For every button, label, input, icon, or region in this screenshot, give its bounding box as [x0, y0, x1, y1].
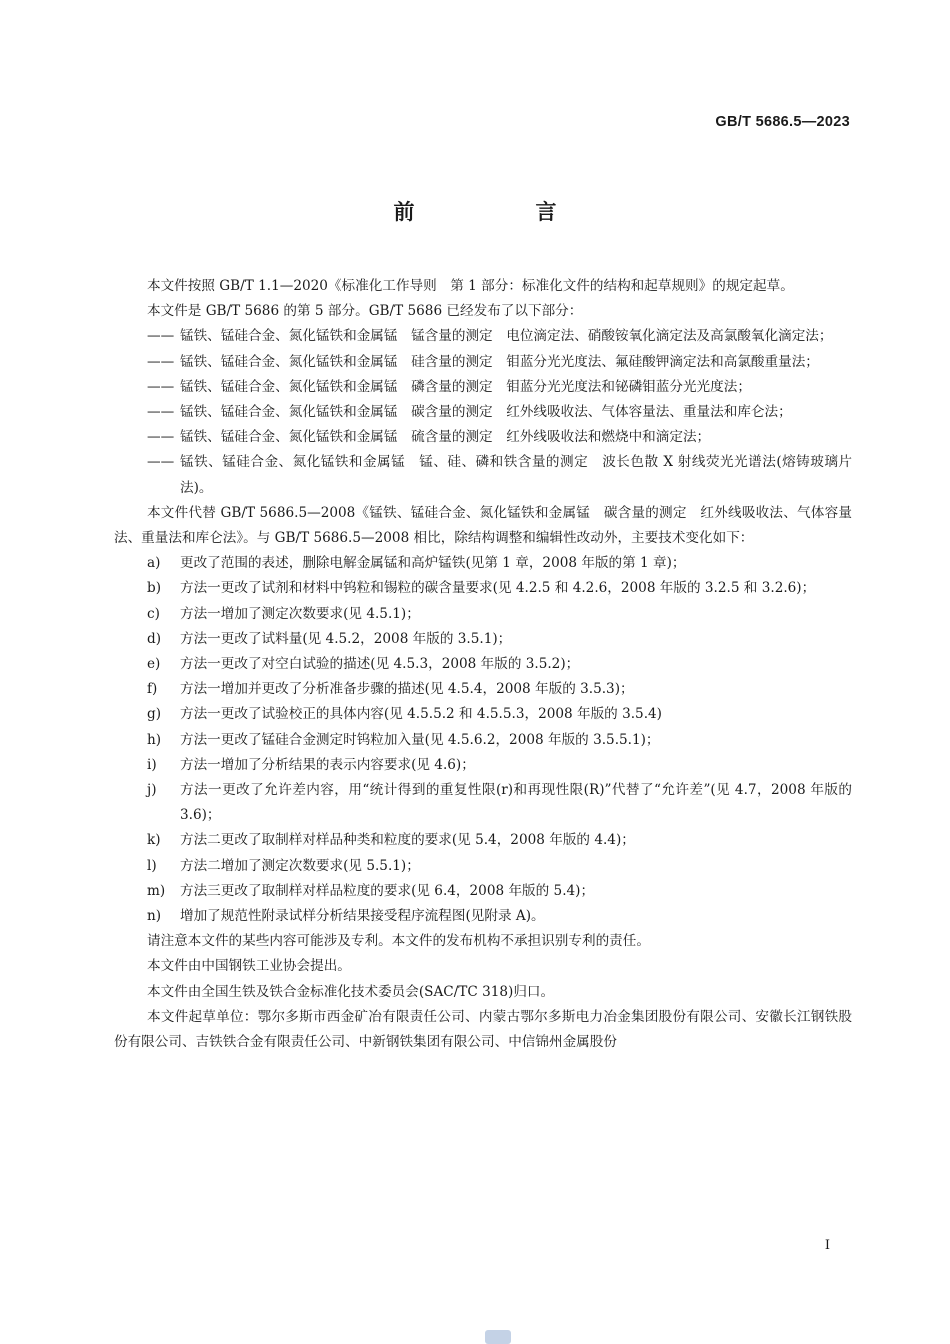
- item-text: 方法一更改了对空白试验的描述(见 4.5.3，2008 年版的 3.5.2)；: [180, 656, 580, 673]
- standard-code: GB/T 5686.5—2023: [715, 114, 850, 130]
- list-item: [114, 551, 852, 576]
- item-text: 方法一更改了试剂和材料中钨粒和锡粒的碳含量要求(见 4.2.5 和 4.2.6，2008 年版的 3.2.5 和 3.2.6)；: [180, 580, 816, 597]
- list-item: [114, 375, 852, 400]
- paragraph-parts-intro: 本文件是 GB/T 5686 的第 5 部分。GB/T 5686 已经发布了以下部分：: [147, 303, 583, 320]
- item-text: 方法一增加了测定次数要求(见 4.5.1)；: [180, 605, 420, 622]
- parts-list: [114, 324, 852, 500]
- item-label: k): [147, 832, 161, 849]
- list-item: [114, 879, 852, 904]
- item-label: i): [147, 756, 157, 773]
- item-text: 方法一增加并更改了分析准备步骤的描述(见 4.5.4，2008 年版的 3.5.3)；: [180, 681, 634, 698]
- list-item: [114, 702, 852, 727]
- item-text: 增加了规范性附录试样分析结果接受程序流程图(见附录 A)。: [180, 908, 545, 925]
- paragraph-drafting-rules: 本文件按照 GB/T 1.1—2020《标准化工作导则 第 1 部分：标准化文件的结构和起草规则》的规定起草。: [147, 278, 794, 294]
- part-text: 锰铁、锰硅合金、氮化锰铁和金属锰 磷含量的测定 钼蓝分光光度法和铋磷钼蓝分光光度法；: [180, 378, 751, 395]
- item-label: l): [147, 857, 157, 874]
- item-text: 方法一增加了分析结果的表示内容要求(见 4.6)；: [180, 756, 475, 773]
- item-text: 更改了范围的表述，删除电解金属锰和高炉锰铁(见第 1 章，2008 年版的第 1 章)；: [180, 555, 686, 572]
- item-text: 方法一更改了试料量(见 4.5.2，2008 年版的 3.5.1)；: [180, 630, 512, 647]
- dash-mark: ——: [147, 353, 175, 370]
- paragraph-patent-notice: 请注意本文件的某些内容可能涉及专利。本文件的发布机构不承担识别专利的责任。: [147, 933, 650, 950]
- paragraph-replaces: 本文件代替 GB/T 5686.5—2008《锰铁、锰硅合金、氮化锰铁和金属锰 碳含量的测定 红外线吸收法、气体容量法、重量法和库仑法》。与 GB/T 5686.5—2008 相比，除结构调整和编辑性改动外，主要技术变化如下：: [114, 504, 852, 547]
- part-text: 锰铁、锰硅合金、氮化锰铁和金属锰 锰含量的测定 电位滴定法、硝酸铵氧化滴定法及高氯酸氧化滴定法；: [180, 328, 833, 345]
- paragraph-drafting-units: 本文件起草单位：鄂尔多斯市西金矿冶有限责任公司、内蒙古鄂尔多斯电力冶金集团股份有限公司、安徽长江钢铁股份有限公司、吉铁铁合金有限责任公司、中新钢铁集团有限公司、中信锦州金属股份: [114, 1008, 852, 1051]
- paragraph-committee: 本文件由全国生铁及铁合金标准化技术委员会(SAC/TC 318)归口。: [147, 983, 555, 1000]
- item-text: 方法三更改了取制样对样品粒度的要求(见 6.4，2008 年版的 5.4)；: [180, 882, 595, 899]
- list-item: [114, 778, 852, 828]
- list-item: [114, 576, 852, 601]
- part-text: 锰铁、锰硅合金、氮化锰铁和金属锰 硫含量的测定 红外线吸收法和燃烧中和滴定法；: [180, 429, 711, 446]
- item-label: d): [147, 630, 162, 647]
- item-label: g): [147, 706, 162, 723]
- list-item: [114, 677, 852, 702]
- document-body: [114, 274, 852, 1055]
- item-label: b): [147, 580, 162, 597]
- changes-list: [114, 551, 852, 929]
- list-item: [114, 828, 852, 853]
- list-item: [114, 753, 852, 778]
- item-label: a): [147, 555, 161, 572]
- part-text: 锰铁、锰硅合金、氮化锰铁和金属锰 碳含量的测定 红外线吸收法、气体容量法、重量法和库仑法；: [180, 404, 792, 421]
- item-label: c): [147, 605, 160, 622]
- item-label: j): [147, 782, 157, 799]
- item-text: 方法一更改了试验校正的具体内容(见 4.5.5.2 和 4.5.5.3，2008 年版的 3.5.4): [180, 706, 662, 723]
- dash-mark: ——: [147, 404, 175, 421]
- item-label: n): [147, 908, 162, 925]
- list-item: [114, 627, 852, 652]
- item-label: h): [147, 731, 162, 748]
- list-item: [114, 350, 852, 375]
- list-item: [114, 904, 852, 929]
- item-text: 方法一更改了锰硅合金测定时钨粒加入量(见 4.5.6.2，2008 年版的 3.5.5.1)；: [180, 731, 660, 748]
- page-title: 前 言: [393, 200, 607, 224]
- dash-mark: ——: [147, 454, 175, 471]
- dash-mark: ——: [147, 429, 175, 446]
- dash-mark: ——: [147, 378, 175, 395]
- paragraph-proposer: 本文件由中国钢铁工业协会提出。: [147, 958, 351, 975]
- list-item: [114, 324, 852, 349]
- watermark-stamp: [485, 1330, 511, 1344]
- dash-mark: ——: [147, 328, 175, 345]
- list-item: [114, 652, 852, 677]
- page-number: I: [824, 1238, 830, 1253]
- item-label: e): [147, 656, 161, 673]
- part-text: 锰铁、锰硅合金、氮化锰铁和金属锰 硅含量的测定 钼蓝分光光度法、氟硅酸钾滴定法和高氯酸重量法；: [180, 353, 819, 370]
- part-text: 锰铁、锰硅合金、氮化锰铁和金属锰 锰、硅、磷和铁含量的测定 波长色散 X 射线荧光光谱法(熔铸玻璃片法)。: [180, 454, 852, 496]
- list-item: [114, 400, 852, 425]
- item-label: f): [147, 681, 158, 698]
- item-label: m): [147, 882, 166, 899]
- list-item: [114, 450, 852, 500]
- list-item: [114, 728, 852, 753]
- list-item: [114, 854, 852, 879]
- item-text: 方法一更改了允许差内容，用“统计得到的重复性限(r)和再现性限(R)”代替了“允许差”(见 4.7，2008 年版的 3.6)；: [180, 782, 852, 824]
- list-item: [114, 602, 852, 627]
- list-item: [114, 425, 852, 450]
- item-text: 方法二增加了测定次数要求(见 5.5.1)；: [180, 857, 420, 874]
- item-text: 方法二更改了取制样对样品种类和粒度的要求(见 5.4，2008 年版的 4.4)；: [180, 832, 635, 849]
